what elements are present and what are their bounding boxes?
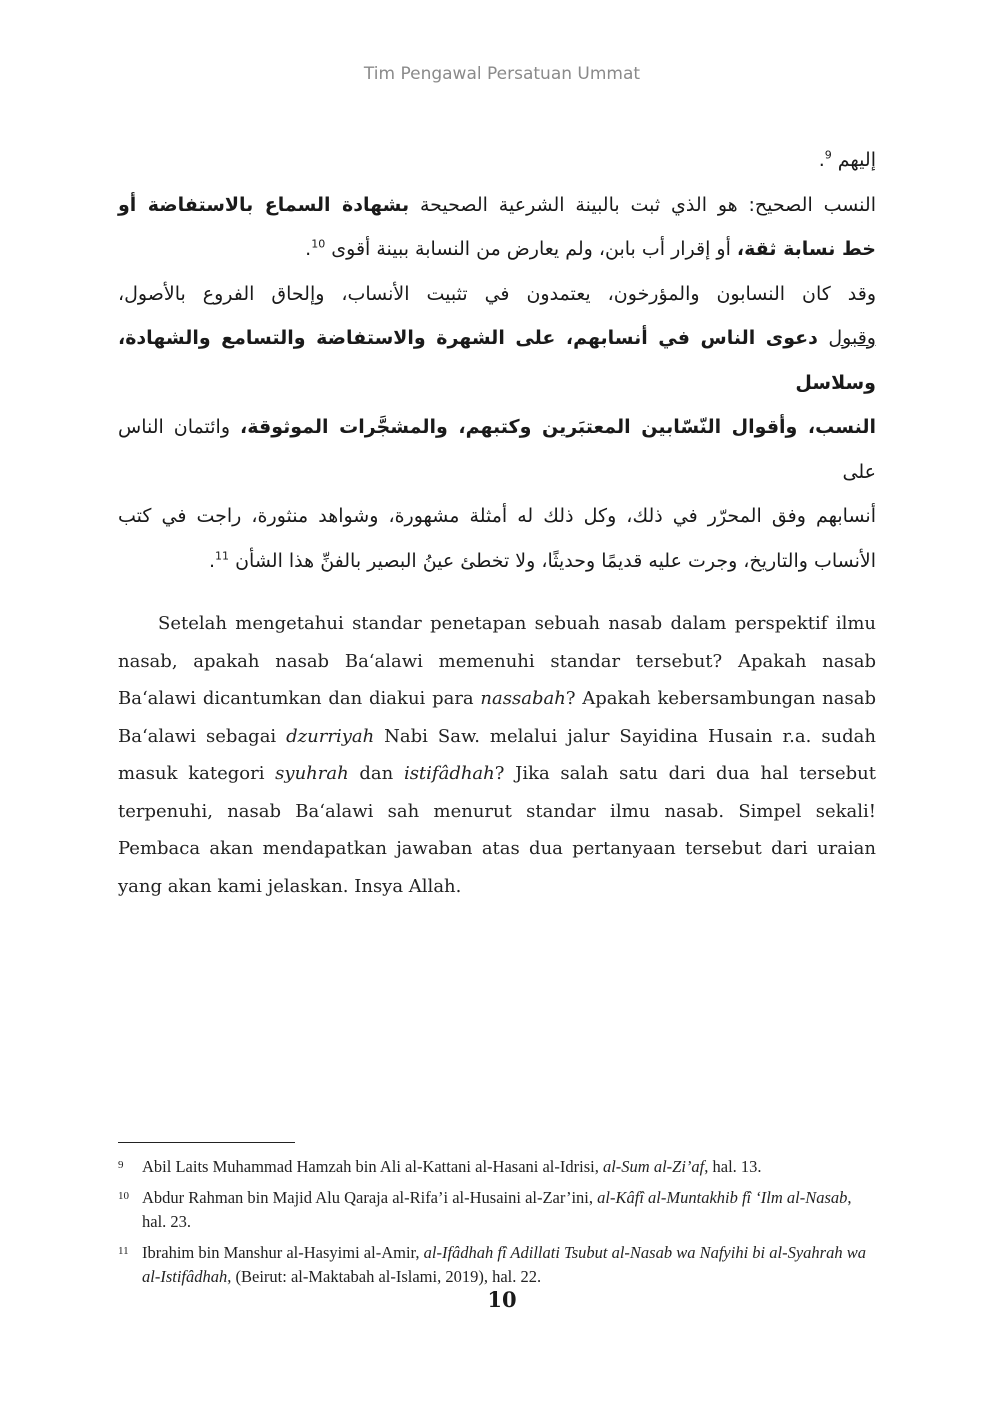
arabic-line [118,272,876,317]
italic-term: syuhrah [275,763,349,784]
running-header: Tim Pengawal Persatuan Ummat [363,64,641,84]
arabic-text: . [209,549,216,572]
footnote-ref-10[interactable]: 10 [311,237,326,251]
footnote-11 [118,1241,876,1289]
italic-term: istifâdhah [403,763,495,784]
main-content [118,138,876,905]
italic-term: dzurriyah [286,725,375,747]
body-text: ? Jika salah satu dari dua hal tersebut terpenuhi, nasab Ba‘alawi sah menurut standar ilmu nasab. Simpel sekali! Pembaca akan mendapatkan jawaban atas dua pertanyaan tersebut dari uraian yang akan kami jelaskan. Insya Allah. [118,763,876,897]
footnote-text: , hal. 23. [142,1188,852,1231]
footnote-text: Abdur Rahman bin Majid Alu Qaraja al-Rifa’i al-Husaini al-Zar’ini, [142,1188,598,1207]
arabic-bold-text: النسب، وأقوال النّسّابين المعتبَرين وكتبهم، والمشجَّرات الموثوقة، [240,416,876,438]
body-text: dan [348,763,404,784]
arabic-line [118,494,876,539]
arabic-text: الأنساب والتاريخ، وجرت عليه قديمًا وحديثًا، ولا تخطئ عينُ البصير بالفنِّ هذا الشأن [229,549,876,572]
body-text: ? Apakah kebersambungan nasab Ba‘alawi sebagai [118,688,876,747]
footnote-title: al-Sum al-Zi’af [602,1157,705,1176]
arabic-bold-text: بشهادة السماع بالاستفاضة أو [118,193,410,216]
footnote-number: 9 [118,1159,124,1171]
footnotes [118,1155,876,1296]
arabic-line [118,316,876,405]
arabic-text: . [818,149,825,171]
arabic-line [118,138,876,183]
footnote-ref-9[interactable]: 9 [824,148,832,162]
arabic-line [118,227,876,272]
footnote-text: , (Beirut: al-Maktabah al-Islami, 2019), hal. 22. [227,1267,542,1286]
body-paragraph [118,605,876,905]
arabic-text: . [305,238,312,260]
footnote-text: Abil Laits Muhammad Hamzah bin Ali al-Kattani al-Hasani al-Idrisi, [142,1157,603,1176]
footnote-divider [118,1142,295,1143]
arabic-bold-text: دعوى الناس في أنسابهم، على الشهرة والاستفاضة والتسامع والشهادة، وسلاسل [118,327,876,394]
footnote-ref-11[interactable]: 11 [215,549,230,563]
arabic-text: أو إقرار أب بابن، ولم يعارض من النسابة ببينة أقوى [325,238,737,260]
footnote-number: 10 [118,1190,129,1202]
arabic-text: وائتمان الناس على [118,416,876,483]
arabic-text: إليهم [837,149,876,171]
footnote-text: Ibrahim bin Manshur al-Hasyimi al-Amir, [142,1243,424,1262]
footnote-title: al-Kâfî al-Muntakhib fî ‘Ilm al-Nasab [597,1188,848,1207]
footnote-10 [118,1186,876,1234]
body-text: Setelah mengetahui standar penetapan sebuah nasab dalam perspektif ilmu nasab, apakah nasab Ba‘alawi memenuhi standar tersebut? Apakah nasab Ba‘alawi dicantumkan dan diakui para [118,613,876,709]
footnote-number: 11 [118,1245,129,1257]
arabic-text: أنسابهم وفق المحرّر في ذلك، وكل ذلك له أمثلة مشهورة، وشواهد منثورة، راجت في كتب [118,505,876,527]
italic-term: nassabah [480,688,566,709]
footnote-title: al-Ifâdhah fî Adillati Tsubut al-Nasab wa Nafyihi bi al-Syahrah wa al-Istifâdhah [142,1243,866,1286]
arabic-text: النسب الصحيح: هو الذي ثبت بالبينة الشرعية الصحيحة [409,193,876,216]
page-number: 10 [487,1287,517,1312]
arabic-line [118,405,876,494]
arabic-quote [118,138,876,583]
arabic-text: وقد كان النسابون والمؤرخون، يعتمدون في تثبيت الأنساب، وإلحاق الفروع بالأصول، [118,282,876,305]
footnote-text: , hal. 13. [704,1157,762,1176]
arabic-underlined-text: وقبول [828,327,876,349]
footnote-9 [118,1155,876,1179]
arabic-bold-text: خط نسابة ثقة، [736,238,876,260]
arabic-line [118,183,876,228]
arabic-line [118,539,876,584]
body-text: Nabi Saw. melalui jalur Sayidina Husain r.a. sudah masuk kategori [118,725,876,784]
